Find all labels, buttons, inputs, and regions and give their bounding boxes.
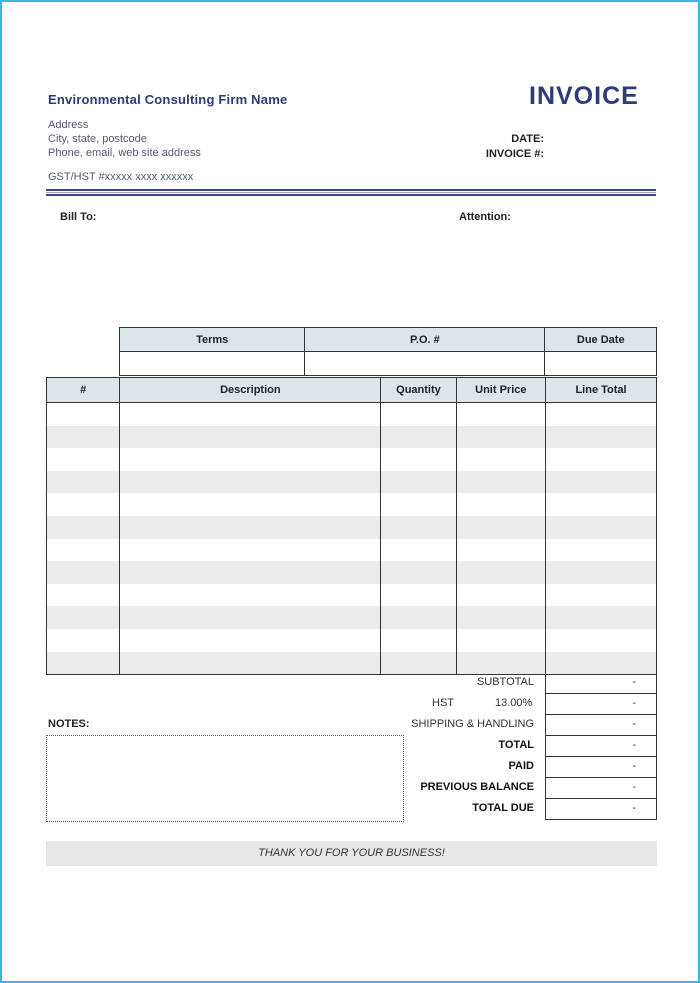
quantity-cell[interactable] bbox=[381, 561, 456, 584]
description-cell[interactable] bbox=[120, 561, 381, 584]
shipping-label: SHIPPING & HANDLING bbox=[411, 718, 534, 730]
table-row bbox=[47, 629, 657, 652]
unit-price-cell[interactable] bbox=[456, 516, 545, 539]
line-total-cell[interactable] bbox=[546, 629, 657, 652]
paid-box[interactable] bbox=[545, 756, 657, 778]
previous-balance-value: - bbox=[632, 781, 636, 793]
shipping-box[interactable] bbox=[545, 714, 657, 736]
item-number-cell[interactable] bbox=[47, 493, 120, 516]
unit-price-cell[interactable] bbox=[456, 448, 545, 471]
attention-label: Attention: bbox=[459, 211, 511, 223]
shipping-row bbox=[332, 714, 657, 735]
header-divider-top bbox=[46, 189, 656, 191]
table-row bbox=[47, 516, 657, 539]
line-total-header: Line Total bbox=[546, 378, 657, 403]
unit-price-cell[interactable] bbox=[456, 584, 545, 607]
previous-balance-box[interactable] bbox=[545, 777, 657, 799]
unit-price-cell[interactable] bbox=[456, 606, 545, 629]
hst-row bbox=[332, 693, 657, 714]
unit-price-header: Unit Price bbox=[456, 378, 545, 403]
item-number-cell[interactable] bbox=[47, 471, 120, 494]
unit-price-cell[interactable] bbox=[456, 493, 545, 516]
item-number-cell[interactable] bbox=[47, 516, 120, 539]
total-box[interactable] bbox=[545, 735, 657, 757]
table-row bbox=[47, 539, 657, 562]
previous-balance-label: PREVIOUS BALANCE bbox=[420, 781, 534, 793]
line-total-cell[interactable] bbox=[546, 516, 657, 539]
line-total-cell[interactable] bbox=[546, 448, 657, 471]
subtotal-row bbox=[332, 672, 657, 693]
shipping-value: - bbox=[632, 718, 636, 730]
company-name: Environmental Consulting Firm Name bbox=[48, 92, 288, 107]
bill-to-label: Bill To: bbox=[60, 211, 97, 223]
quantity-cell[interactable] bbox=[381, 448, 456, 471]
paid-value: - bbox=[632, 760, 636, 772]
subtotal-value: - bbox=[632, 676, 636, 688]
company-contact: Phone, email, web site address bbox=[48, 147, 201, 159]
thank-you-banner: THANK YOU FOR YOUR BUSINESS! bbox=[46, 841, 657, 866]
hst-rate: 13.00% bbox=[495, 697, 533, 709]
item-number-cell[interactable] bbox=[47, 652, 120, 675]
due-date-header: Due Date bbox=[545, 328, 657, 352]
po-number-header: P.O. # bbox=[305, 328, 545, 352]
company-city: City, state, postcode bbox=[48, 133, 147, 145]
due-date-cell[interactable] bbox=[545, 352, 657, 376]
line-total-cell[interactable] bbox=[546, 493, 657, 516]
company-tax-id: GST/HST #xxxxx xxxx xxxxxx bbox=[48, 171, 194, 183]
table-row bbox=[47, 426, 657, 449]
item-number-cell[interactable] bbox=[47, 629, 120, 652]
total-due-value: - bbox=[632, 802, 636, 814]
notes-label: NOTES: bbox=[48, 718, 90, 730]
total-label: TOTAL bbox=[498, 739, 534, 751]
description-header: Description bbox=[120, 378, 381, 403]
line-total-cell[interactable] bbox=[546, 471, 657, 494]
description-cell[interactable] bbox=[120, 471, 381, 494]
description-cell[interactable] bbox=[120, 516, 381, 539]
table-row bbox=[47, 471, 657, 494]
unit-price-cell[interactable] bbox=[456, 426, 545, 449]
unit-price-cell[interactable] bbox=[456, 471, 545, 494]
total-value: - bbox=[632, 739, 636, 751]
subtotal-label: SUBTOTAL bbox=[476, 676, 534, 688]
terms-header: Terms bbox=[120, 328, 305, 352]
item-number-cell[interactable] bbox=[47, 561, 120, 584]
notes-area[interactable] bbox=[46, 735, 404, 822]
line-items-table bbox=[46, 377, 657, 675]
hst-value: - bbox=[632, 697, 636, 709]
unit-price-cell[interactable] bbox=[456, 561, 545, 584]
total-due-box[interactable] bbox=[545, 798, 657, 820]
table-row bbox=[47, 403, 657, 426]
header-divider-middle bbox=[46, 192, 656, 193]
header-divider-bottom bbox=[46, 194, 656, 196]
company-address: Address bbox=[48, 119, 89, 131]
hst-label: HST bbox=[432, 697, 454, 709]
description-cell[interactable] bbox=[120, 539, 381, 562]
quantity-cell[interactable] bbox=[381, 471, 456, 494]
line-total-cell[interactable] bbox=[546, 584, 657, 607]
quantity-cell[interactable] bbox=[381, 606, 456, 629]
unit-price-cell[interactable] bbox=[456, 403, 545, 426]
hst-box[interactable] bbox=[545, 693, 657, 715]
item-number-header: # bbox=[47, 378, 120, 403]
total-due-label: TOTAL DUE bbox=[472, 802, 534, 814]
description-cell[interactable] bbox=[120, 426, 381, 449]
table-row bbox=[47, 493, 657, 516]
item-number-cell[interactable] bbox=[47, 539, 120, 562]
line-total-cell[interactable] bbox=[546, 539, 657, 562]
terms-table bbox=[119, 327, 657, 376]
terms-cell[interactable] bbox=[120, 352, 305, 376]
line-total-cell[interactable] bbox=[546, 561, 657, 584]
description-cell[interactable] bbox=[120, 606, 381, 629]
description-cell[interactable] bbox=[120, 403, 381, 426]
quantity-cell[interactable] bbox=[381, 539, 456, 562]
item-number-cell[interactable] bbox=[47, 584, 120, 607]
line-total-cell[interactable] bbox=[546, 403, 657, 426]
item-number-cell[interactable] bbox=[47, 426, 120, 449]
description-cell[interactable] bbox=[120, 493, 381, 516]
table-row bbox=[47, 561, 657, 584]
quantity-cell[interactable] bbox=[381, 493, 456, 516]
table-row bbox=[47, 606, 657, 629]
table-row bbox=[47, 584, 657, 607]
po-number-cell[interactable] bbox=[305, 352, 545, 376]
table-row bbox=[47, 448, 657, 471]
description-cell[interactable] bbox=[120, 448, 381, 471]
description-cell[interactable] bbox=[120, 584, 381, 607]
date-label: DATE: bbox=[511, 133, 544, 145]
description-cell[interactable] bbox=[120, 629, 381, 652]
subtotal-box[interactable] bbox=[545, 672, 657, 694]
paid-label: PAID bbox=[508, 760, 534, 772]
unit-price-cell[interactable] bbox=[456, 539, 545, 562]
quantity-cell[interactable] bbox=[381, 584, 456, 607]
quantity-cell[interactable] bbox=[381, 516, 456, 539]
invoice-number-label: INVOICE #: bbox=[485, 148, 544, 160]
item-number-cell[interactable] bbox=[47, 448, 120, 471]
line-total-cell[interactable] bbox=[546, 426, 657, 449]
quantity-cell[interactable] bbox=[381, 629, 456, 652]
quantity-cell[interactable] bbox=[381, 403, 456, 426]
invoice-title: INVOICE bbox=[529, 82, 639, 110]
quantity-header: Quantity bbox=[381, 378, 456, 403]
line-total-cell[interactable] bbox=[546, 606, 657, 629]
item-number-cell[interactable] bbox=[47, 403, 120, 426]
unit-price-cell[interactable] bbox=[456, 629, 545, 652]
quantity-cell[interactable] bbox=[381, 426, 456, 449]
item-number-cell[interactable] bbox=[47, 606, 120, 629]
